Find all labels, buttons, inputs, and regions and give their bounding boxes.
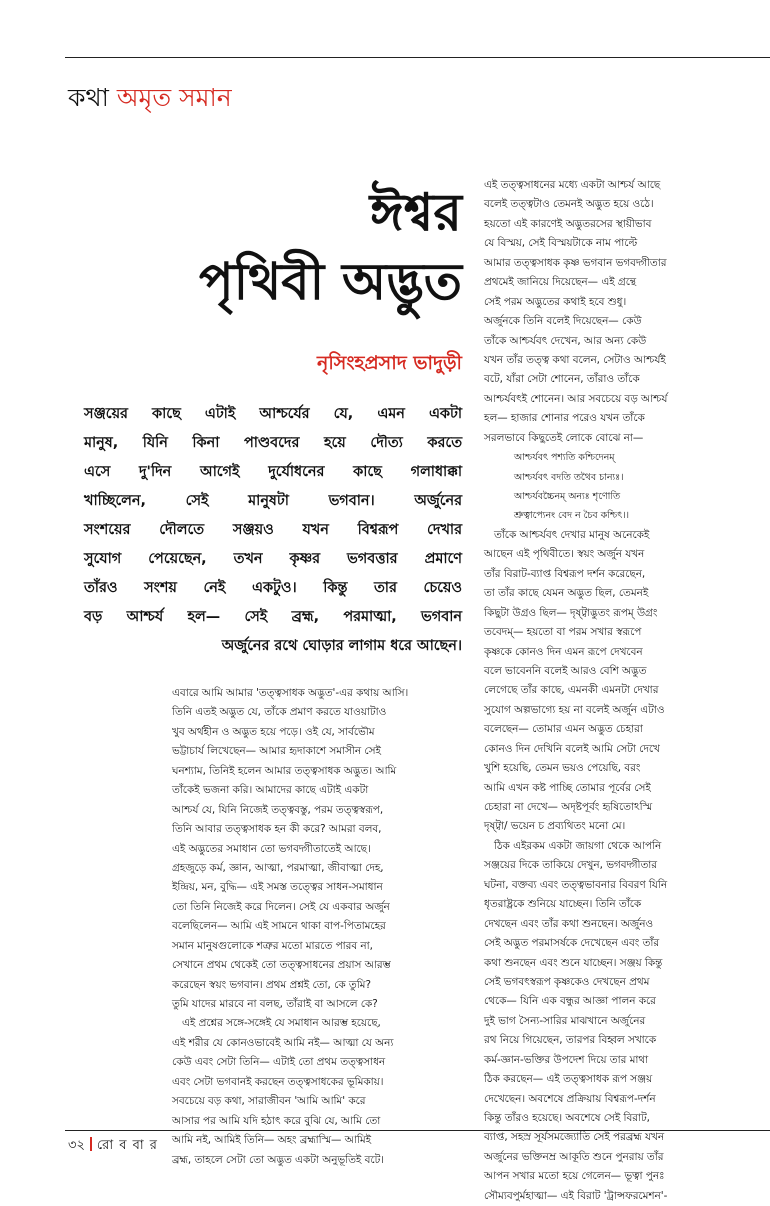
body-line: সেখানে প্রথম থেকেই তো তত্ত্বসাধনের প্রয়াস আরম্ভ [172, 959, 391, 972]
body-line: ঠিক এইরকম একটা জায়গা থেকে আপনি [494, 839, 662, 852]
body-line: চেহারা না দেখে— অদৃষ্টপূর্বং হৃষিতোঽস্মি [484, 801, 653, 813]
body-line: করেছেন স্বয়ং ভগবান। প্রথম প্রশ্নই তো, কে তুমি? [172, 978, 371, 991]
body-line: তুমি যাদের মারবে না বলছ, তাঁরাই বা আসলে কে? [172, 998, 378, 1010]
body-line: ধৃতরাষ্ট্রকে শুনিয়ে যাচ্ছেন। তিনি তাঁকে [484, 898, 642, 911]
body-line: গ্রহজুড়ে কর্ম, জ্ঞান, আত্মা, পরমাত্মা, জীবাত্মা দেহ, [172, 861, 384, 874]
body-line: বলেছেন— তোমার এমন অদ্ভুত চেহারা [484, 723, 643, 736]
lead-line: খাচ্ছিলেন, সেই মানুষটা ভগবান। অর্জুনের [84, 493, 462, 509]
verse-line: শ্রুত্বাপ্যেনং বেদ ন চৈব কশ্চিৎ।। [514, 510, 629, 522]
footer-divider [90, 1137, 92, 1151]
body-line: খুব অর্থহীন ও অদ্ভুত হয়ে পড়ে। ওই যে, সার্বভৌম [172, 725, 375, 738]
body-line: ঘনশ্যাম, তিনিই হলেন আমার তত্ত্বসাধক অদ্ভুত। আমি [172, 764, 397, 777]
body-line: সরলভাবে কিছুতেই লোকে বোঝে না— [484, 431, 644, 444]
body-line: আশ্চর্যবৎই শোনেন। আর সবচেয়ে বড় আশ্চর্য [484, 392, 668, 405]
body-line: এবং সেটা ভগবানই করছেন তত্ত্বসাধকের ভূমিকায়। [172, 1075, 384, 1088]
title-line-1: ঈশ্বর [369, 183, 462, 243]
body-line: দুই ভাগ সৈন্য-সারির মাঝখানে অর্জুনের [484, 1014, 646, 1027]
body-line: ভট্টাচার্য লিখেছেন— আমার হৃদাকাশে সমাসীন সেই [172, 745, 381, 758]
body-line: বলেছিলেন— আমি এই সামনে থাকা বাপ-পিতামহের [172, 920, 386, 933]
body-line: আসার পর আমি যদি হঠাৎ করে বুঝি যে, আমি তো [172, 1114, 381, 1127]
title-line-2: পৃথিবী অদ্ভুত [199, 253, 462, 312]
body-line: কথা শুনছেন এবং শুনে যাচ্ছেন। সঞ্জয় কিন্তু [484, 956, 663, 969]
page-footer [68, 1133, 158, 1159]
section-kicker [68, 78, 232, 118]
body-line: আমার তত্ত্বসাধক কৃষ্ণ ভগবান ভগবদ্গীতার [484, 256, 667, 269]
body-line: কোনও দিন দেখিনি বলেই আমি সেটা দেখে [484, 742, 660, 755]
body-line: কেউ এবং সেটা তিনি— এটাই তো প্রথম তত্ত্বসাধন [172, 1056, 386, 1069]
body-line: তাঁকেই ভজনা করি। আমাদের কাছে এটাই একটা [172, 784, 369, 797]
body-line: বটে, যাঁরা সেটা শোনেন, তাঁরাও তাঁকে [484, 373, 640, 386]
body-line: তা তাঁর কাছে যেমন অদ্ভুত ছিল, তেমনই [484, 587, 649, 600]
body-line: আমি নই, আমিই তিনি— অহং ব্রহ্মাস্মি— আমিই [172, 1134, 372, 1147]
body-line: অর্জুনের ভক্তিনম্র আকূতি শুনে পুনরায় তাঁর [484, 1150, 664, 1163]
body-line: তো তিনি নিজেই করে দিলেন। সেই যে একবার অর্জুন [172, 900, 390, 913]
body-line: এই তত্ত্বসাধনের মধ্যে একটা আশ্চর্য আছে [484, 179, 661, 191]
body-line: যে বিস্ময়, সেই বিস্ময়টাকে নাম পাল্টে [484, 237, 638, 250]
verse-line: আশ্চর্যবচ্চৈনম্ অন্যঃ শৃণোতি [514, 491, 621, 502]
lead-line: এসে দু'দিন আগেই দুর্যোধনের কাছে গলাধাক্কা [84, 464, 462, 480]
body-line: অর্জুনকে তিনি বলেই দিয়েছেন— কেউ [484, 315, 642, 328]
body-line: তাঁর বিরাট-ব্যাপ্ত বিশ্বরূপ দর্শন করেছেন, [484, 567, 646, 580]
body-line: থেকে— যিনি এক বন্ধুর আজ্ঞা পালন করে [484, 995, 656, 1008]
body-line: ব্যাপ্ত, সহস্র সূর্যসমজ্যোতি সেই পরব্রহ্ম যখন [484, 1131, 665, 1144]
body-line: রথ নিয়ে গিয়েছেন, তারপর বিহ্বল সখাকে [484, 1034, 657, 1047]
body-line: তবেদম্— হয়তো বা পরম সখার স্বরূপে [484, 626, 642, 639]
lead-line: বড় আশ্চর্য হল— সেই ব্রহ্ম, পরমাত্মা, ভগবান [84, 609, 462, 625]
verse-line: আশ্চর্যবৎ বদতি তথৈব চান্যঃ। [514, 471, 624, 483]
page-number: ৩২ [68, 1138, 85, 1153]
body-line: দৃষ্ট্বা/ ভয়েন চ প্রব্যথিতং মনো মে। [484, 820, 626, 833]
body-line: সেই ভগবৎস্বরূপ কৃষ্ণকেও দেখছেন প্রথম [484, 975, 650, 988]
body-line: সেই অদ্ভুত পরমাসর্ষকে দেখেছেন এবং তাঁর [484, 937, 660, 950]
body-line: সুযোগ অল্পভাগ্যে হয় না বলেই অর্জুন এটাও [484, 703, 665, 716]
body-line: সঞ্জয়ের দিকে তাকিয়ে দেখুন, ভগবদ্গীতার [484, 859, 658, 872]
body-line: তাঁকে আশ্চর্যবৎ দেখার মানুষ অনেকেই [494, 528, 650, 541]
body-line: বলে ভাবেননি বলেই আরও বেশি অদ্ভুত [484, 664, 647, 677]
body-line: যখন তাঁর তত্ত্ব কথা বলেন, সেটাও আশ্চর্যই [484, 353, 666, 366]
body-line: ঠিক করছেন— এই তত্ত্বসাধক রূপ সঞ্জয় [484, 1073, 653, 1086]
kicker-word: কথা [68, 83, 109, 112]
body-line: এই শরীর যে কোনওভাবেই আমি নই— আত্মা যে অন্য [172, 1036, 394, 1049]
body-line: লেগেছে তাঁর কাছে, এমনকী এমনটা দেখার [484, 684, 659, 697]
lead-line: সঞ্জয়ের কাছে এটাই আশ্চর্যের যে, এমন একটা [84, 406, 462, 422]
body-line: কিছুটা উগ্রও ছিল— দৃষ্ট্বাদ্ভুতং রূপম্ উগ্রং [484, 606, 658, 619]
body-line: দেখেছেন। অবশেষে প্রক্রিয়ায় বিশ্বরূপ-দর্শন [484, 1092, 656, 1105]
body-line: কিন্তু তাঁরও হয়েছে। অবশেষে সেই বিরাট, [484, 1112, 650, 1124]
body-line: আছেন এই পৃথিবীতে। স্বয়ং অর্জুন যখন [484, 548, 645, 561]
body-line: ইন্দ্রিয়, মন, বুদ্ধি— এই সমস্ত তত্ত্বের সাধন-সমাধান [172, 881, 383, 894]
article-title [140, 178, 462, 318]
body-line: আমি এখন কষ্ট পাচ্ছি তোমার পূর্বের সেই [484, 781, 651, 794]
lead-line: অর্জুনের রথে ঘোড়ার লাগাম ধরে আছেন। [221, 638, 462, 654]
lead-line: সুযোগ পেয়েছেন, তখন কৃষ্ণর ভগবত্তার প্রমাণে [84, 551, 462, 567]
body-line: প্রথমেই জানিয়ে দিয়েছেন— এই গ্রন্থে [484, 276, 637, 289]
body-line: এই অদ্ভুতের সমাধান তো ভগবদ্গীতাতেই আছে। [172, 842, 371, 855]
body-line: এই প্রশ্নের সঙ্গে-সঙ্গেই যে সমাধান আরম্ভ হয়েছে, [182, 1017, 381, 1030]
body-line: দেখছেন এবং তাঁর কথা শুনছেন। অর্জুনও [484, 917, 654, 930]
body-line: তাঁকে আশ্চর্যবৎ দেখেন, আর অন্য কেউ [484, 334, 647, 347]
body-line: সৌম্যবপুর্মহাত্মা— এই বিরাট 'ট্রান্সফরমেশন'- [484, 1189, 668, 1202]
verse-line: আশ্চর্যবৎ পশ্যতি কশ্চিদেনম্ [514, 452, 615, 464]
body-column-left [172, 684, 462, 1170]
body-line: সেই পরম অদ্ভুতের কথাই হবে শুধু। [484, 295, 627, 308]
body-line: বলেই তত্ত্বটাও তেমনই অদ্ভুত হয়ে ওঠে। [484, 198, 654, 211]
body-line: তিনি এতই অদ্ভুত যে, তাঁকে প্রমাণ করতে যাওয়াটাও [172, 706, 387, 719]
body-line: আশ্চর্য যে, যিনি নিজেই তত্ত্ববস্তু, পরম তত্ত্বস্বরূপ, [172, 803, 384, 816]
body-line: হয়তো এই কারণেই অদ্ভুতরসের স্থায়ীভাব [484, 217, 652, 230]
top-rule [65, 57, 770, 58]
body-column-right [484, 176, 770, 1206]
kicker-highlight: অমৃত সমান [116, 83, 232, 112]
body-line: এবারে আমি আমার 'তত্ত্বসাধক অদ্ভুত'-এর কথায় আসি। [172, 687, 409, 699]
body-line: কর্ম-জ্ঞান-ভক্তির উপদেশ দিয়ে তার মাথা [484, 1053, 649, 1066]
body-line: ব্রহ্ম, তাহলে সেটা তো অদ্ভুত একটা অনুভূতিই বটে। [172, 1153, 384, 1166]
body-line: তিনি আবার তত্ত্বসাধক হন কী করে? আমরা বলব, [172, 823, 382, 836]
body-line: আপন সখার মতো হয়ে গেলেন— ভূত্বা পুনঃ [484, 1170, 665, 1183]
lead-line: সংশয়ের দৌলতে সঞ্জয়ও যখন বিশ্বরূপ দেখার [84, 522, 462, 538]
magazine-name: রো ব বা র [96, 1138, 158, 1153]
body-line: খুশি হয়েছি, তেমন ভয়ও পেয়েছি, বরং [484, 762, 641, 775]
lead-line: তাঁরও সংশয় নেই একটুও। কিন্তু তার চেয়েও [84, 580, 462, 596]
lead-line: মানুষ, যিনি কিনা পাণ্ডবদের হয়ে দৌত্য করতে [84, 435, 462, 451]
body-line: সমান মানুষগুলোকে শত্রুর মতো মারতে পারব না, [172, 939, 373, 952]
body-line: ঘটনা, বক্তব্য এবং তত্ত্বভাবনার বিবরণ যিনি [484, 878, 668, 891]
bottom-rule [65, 1130, 770, 1131]
lead-paragraph [84, 400, 462, 661]
body-line: কৃষ্ণকে কোনও দিন এমন রূপে দেখবেন [484, 645, 643, 658]
author-byline: নৃসিংহপ্রসাদ ভাদুড়ী [317, 352, 462, 374]
body-line: সবচেয়ে বড় কথা, সারাজীবন 'আমি আমি' করে [172, 1095, 366, 1108]
body-line: হল— হাজার শোনার পরেও যখন তাঁকে [484, 412, 645, 425]
